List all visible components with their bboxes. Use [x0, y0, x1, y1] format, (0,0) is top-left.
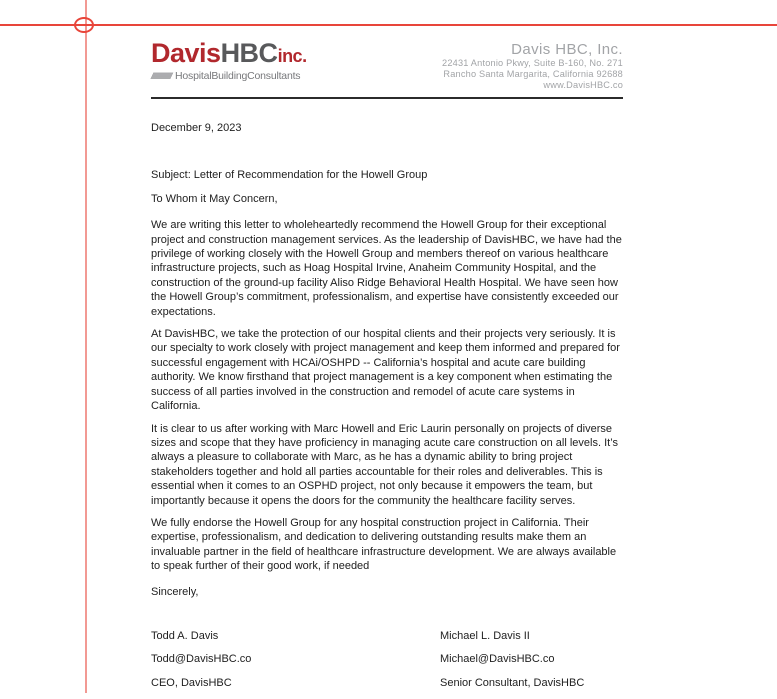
logo-text-hbc: HBC [220, 38, 278, 68]
subject-line: Subject: Letter of Recommendation for the Howell Group [151, 169, 428, 182]
company-logo [151, 40, 307, 82]
address-website: www.DavisHBC.co [543, 80, 623, 90]
crop-line-horizontal [0, 24, 777, 26]
letter-date: December 9, 2023 [151, 122, 242, 134]
letterhead [151, 40, 623, 99]
body-paragraph: We are writing this letter to wholeheartedly recommend the Howell Group for their exceptional project and construction management services. As the leadership of DavisHBC, we have had the privilege of working closely with the Howell Group and members thereof on various healthcare infrastructure projects, such as Hoag Hospital Irvine, Anaheim Community Hospital, and the construction of the ground-up facility Aliso Ridge Behavioral Health Hospital. We have seen how the Howell Group’s commitment, professionalism, and expertise have consistently exceeded our expectations. [151, 219, 622, 318]
body-paragraph: It is clear to us after working with Marc Howell and Eric Laurin personally on projects of diverse sizes and scope that they have proficiency in managing acute care construction on all levels. It’s always a pleasure to collaborate with Marc, as he has a dynamic ability to bring project stakeholders together and hold all parties accountable for their roles and deliverables. This is essential when it comes to an OSPHD project, not only because it empowers the team, but importantly because it opens the doors for the community the healthcare facility serves. [151, 422, 618, 507]
logo-text-davis: Davis [151, 38, 221, 68]
address-street: 22431 Antonio Pkwy, Suite B-160, No. 271 [442, 58, 623, 68]
letterhead-address [442, 41, 623, 91]
signatory-name: Michael L. Davis II [440, 629, 530, 642]
signature-right [440, 629, 623, 699]
address-city: Rancho Santa Margarita, California 92688 [443, 69, 623, 79]
signature-left [151, 629, 440, 699]
signatory-email: Todd@DavisHBC.co [151, 653, 252, 666]
registration-mark-icon [74, 17, 94, 33]
signatory-title: Senior Consultant, DavisHBC [440, 676, 585, 689]
salutation: To Whom it May Concern, [151, 192, 278, 205]
logo-hatch-icon: //////////////////// [151, 71, 172, 81]
letter-document [151, 40, 623, 699]
signature-block [151, 629, 623, 699]
letter-body [151, 121, 623, 699]
address-company: Davis HBC, Inc. [511, 41, 623, 58]
body-paragraph: At DavisHBC, we take the protection of our hospital clients and their projects very seriously. It is our specialty to work closely with project management and keep them informed and prepared for successful engagement with HCAi/OSHPD -- California’s hospital and acute care building authority. We know firsthand that project management is a key component when estimating the success of all parties involved in the construction and remodel of acute care systems in California. [151, 328, 620, 413]
signatory-name: Todd A. Davis [151, 629, 219, 642]
company-logo-wordmark [151, 40, 307, 69]
logo-text-inc: inc. [277, 46, 307, 66]
logo-tagline-text: HospitalBuildingConsultants [175, 70, 301, 82]
closing: Sincerely, [151, 585, 199, 598]
crop-line-vertical [85, 0, 87, 693]
logo-tagline [151, 70, 307, 82]
signatory-email: Michael@DavisHBC.co [440, 653, 555, 666]
signatory-title: CEO, DavisHBC [151, 676, 232, 689]
body-paragraph: We fully endorse the Howell Group for any hospital construction project in California. Their expertise, professionalism, and dedication to delivering outstanding results make them an invaluable partner in the field of healthcare infrastructure development. We are always available to speak further of their good work, if needed [151, 516, 617, 573]
